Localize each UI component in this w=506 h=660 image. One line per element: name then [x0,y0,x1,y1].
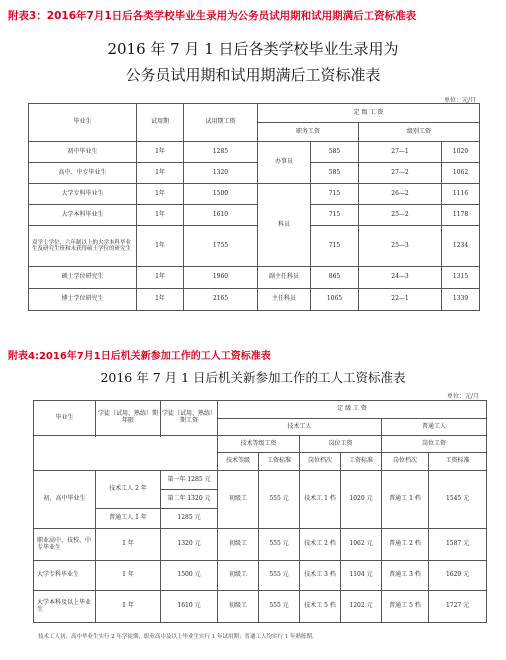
t3-post-group1: 办事员 [258,142,311,184]
t4-h-wage-std-3: 工资标准 [429,453,487,471]
table-row: 职业高中、技校、中专毕业生 1 年 1320 元 初级工 555 元 技术工 2 档 1062 元 普通工 2 档 1587 元 [34,529,487,561]
table-row: 硕士学位研究生 1年 1960 副主任科员 865 24—3 1315 [29,267,480,289]
table-row: 大学专科毕业生 1 年 1500 元 初级工 555 元 技术工 3 档 1104 元 普通工 3 档 1629 元 [34,561,487,591]
t3-h-post-wage: 职务工资 [258,123,359,142]
table-row: 高中、中专毕业生 1年 1320 585 27—2 1062 [29,163,480,184]
table3-title-line2: 公务员试用期和试用期满后工资标准表 [125,66,381,84]
table4-note: 技术工人初、高中毕业生实行 2 年学徒期，职业高中及以上毕业生实行 1 年试用期；普通工人均实行 1 年熟练期。 [38,634,318,640]
t3-h-probation-wage: 试用期工资 [184,104,258,142]
table-row: 双学士学位、六年制以上的大学本科毕业生及研究生班和未获得硕士学位的研究生 1年 1755 715 25—3 1234 [29,226,480,267]
t3-h-fixed-wage: 定 级 工 资 [258,104,480,123]
t3-h-probation: 试用期 [137,104,184,142]
table-row: 大学本科及以上毕业生 1 年 1610 元 初级工 555 元 技术工 5 档 1202 元 普通工 5 档 1727 元 [34,591,487,623]
t4-h-apprentice-period: 学徒（试用、熟练）期年限 [96,401,161,436]
t4-h-general-worker: 普通工人 [382,419,487,436]
table4-unit: 单位：元/月 [447,393,480,400]
t4-h-tech-worker: 技术工人 [218,419,382,436]
t4-h-wage-std-1: 工资标准 [259,453,300,471]
t4-h-post-wage-a: 岗位工资 [300,436,382,453]
t3-post-group2: 科员 [258,184,311,267]
t4-h-post-rank-1: 岗位档次 [300,453,341,471]
table-row: 初中毕业生 1年 1285 办事员 585 27—1 1020 [29,142,480,163]
table4: 毕业生 学徒（试用、熟练）期年限 学徒（试用、熟练）期工资 定 级 工 资 技术工人 普通工人 技术等级工资 岗位工资 岗位工资 技术等级 工资标准 岗位档次 工资标准 岗位档次 工资标准 初、高中毕业生 技术工人 2 年 第一年 1285 元 初级工 555 元 技术工 1 档 1020 元 普通工 1 档 1545 元 第二年 1320 元 普通工人 1 年 1285 元 职业高中、技校、中专毕业生 1 年 1320 元 初级工 555 元 技术工 2 档 1062 元 普通工 2 档 1587 元 大学专科毕业生 1 年 1500 元 初级工 555 元 技术工 3 档 1104 元 普通工 3 档 1629 元 大学本科及以上毕业生 1 年 1610 元 初级工 555 元 技术工 5 档 1202 元 普通工 5 档 1727 元 [33,400,487,623]
table4-title: 2016 年 7 月 1 日后机关新参加工作的工人工资标准表 [100,370,406,385]
t4-h-tech-grade: 技术等级 [218,453,259,471]
table-row: 博士学位研究生 1年 2165 主任科员 1065 22—1 1339 [29,289,480,311]
table3 [28,103,480,311]
table-row: 大学专科毕业生 1年 1500 科员 715 26—2 1116 [29,184,480,205]
table-row: 初、高中毕业生 技术工人 2 年 第一年 1285 元 初级工 555 元 技术工 1 档 1020 元 普通工 1 档 1545 元 [34,471,487,490]
t4-h-fixed-wage: 定 级 工 资 [218,401,487,419]
t4-h-tech-grade-wage: 技术等级工资 [218,436,300,453]
t4-h-wage-std-2: 工资标准 [341,453,382,471]
t4-h-post-wage-b: 岗位工资 [382,436,487,453]
t3-h-level-wage: 级别工资 [359,123,480,142]
t4-h-graduate: 毕业生 [34,401,96,436]
t4-h-apprentice-wage: 学徒（试用、熟练）期工资 [161,401,218,436]
table3-caption: 附表3：2016年7月1日后各类学校毕业生录用为公务员试用期和试用期满后工资标准表 [8,10,417,22]
table4-caption: 附表4:2016年7月1日后机关新参加工作的工人工资标准表 [8,351,271,362]
table3-title-line1: 2016 年 7 月 1 日后各类学校毕业生录用为 [107,40,399,58]
t4-h-post-rank-2: 岗位档次 [382,453,429,471]
t3-h-graduate: 毕业生 [29,104,137,142]
table3-unit: 单位：元/月 [444,97,477,104]
table-row: 大学本科毕业生 1年 1610 715 25—2 1178 [29,205,480,226]
